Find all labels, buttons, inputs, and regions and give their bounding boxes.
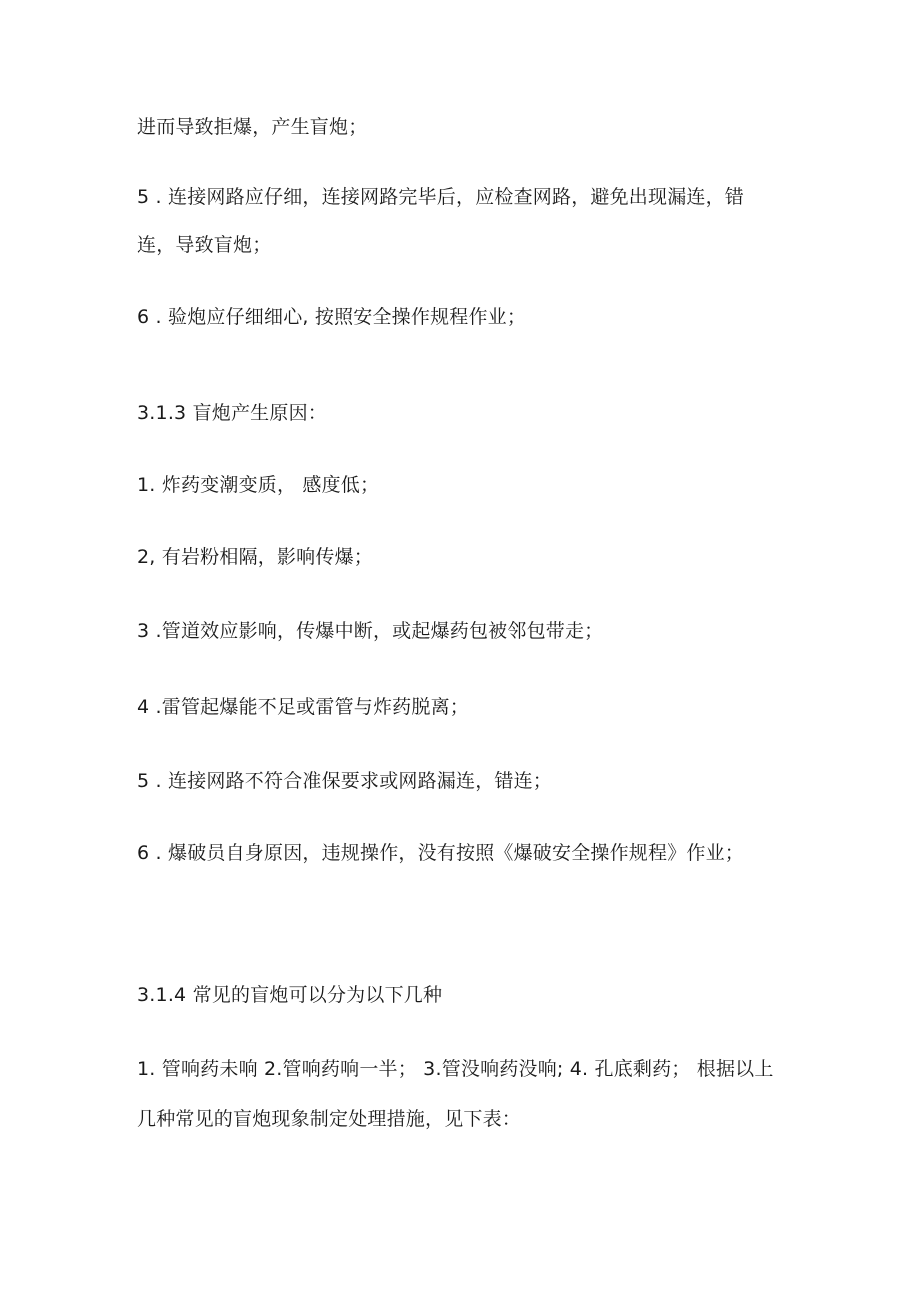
cause-item-4: 4 .雷管起爆能不足或雷管与炸药脱离；	[137, 696, 469, 718]
types-line-2: 几种常见的盲炮现象制定处理措施，见下表：	[137, 1108, 522, 1130]
cause-item-1: 1. 炸药变潮变质， 感度低；	[137, 474, 380, 496]
cause-item-3: 3 .管道效应影响，传爆中断，或起爆药包被邻包带走；	[137, 620, 604, 642]
types-line-1: 1. 管响药未响 2.管响药响一半； 3.管没响药没响; 4. 孔底剩药； 根据以上	[137, 1058, 774, 1080]
section-heading-3-1-4: 3.1.4 常见的盲炮可以分为以下几种	[137, 984, 443, 1006]
cause-item-5: 5 . 连接网路不符合准保要求或网路漏连，错连；	[137, 770, 553, 792]
cause-item-6: 6 . 爆破员自身原因，违规操作，没有按照《爆破安全操作规程》作业；	[137, 842, 745, 864]
text-line-item-6: 6 . 验炮应仔细细心, 按照安全操作规程作业；	[137, 306, 527, 328]
cause-item-2: 2, 有岩粉相隔，影响传爆；	[137, 546, 373, 568]
text-line-continuation: 进而导致拒爆，产生盲炮；	[137, 116, 368, 138]
text-line-item-5-part2: 连，导致盲炮；	[137, 234, 272, 256]
text-line-item-5-part1: 5 . 连接网路应仔细，连接网路完毕后，应检查网路，避免出现漏连，错	[137, 186, 745, 208]
section-heading-3-1-3: 3.1.3 盲炮产生原因：	[137, 402, 327, 424]
